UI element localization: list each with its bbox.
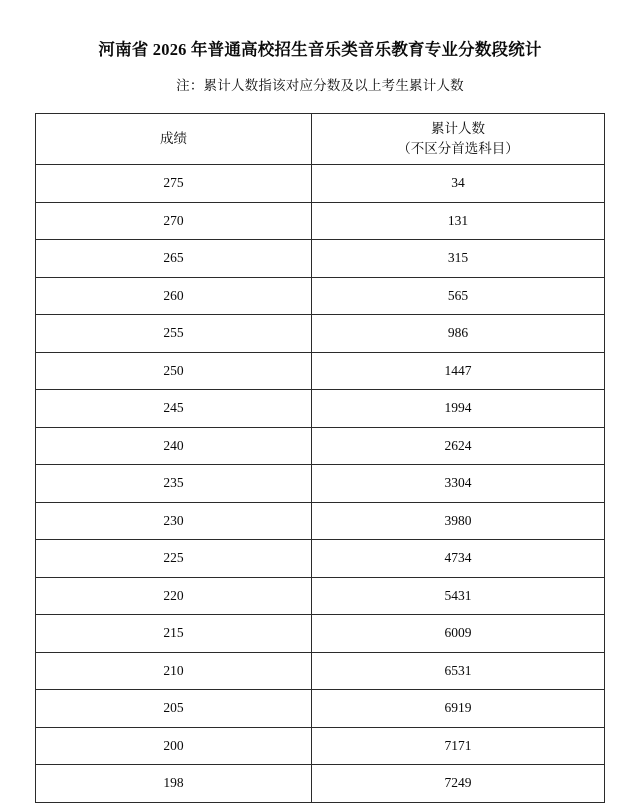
cell-score: 198: [36, 765, 312, 803]
cell-cumulative: 986: [311, 315, 604, 353]
cell-score: 235: [36, 465, 312, 503]
cell-cumulative: 6919: [311, 690, 604, 728]
cell-score: 210: [36, 652, 312, 690]
cell-cumulative: 4734: [311, 540, 604, 578]
table-row: [36, 202, 605, 240]
table-row: [36, 502, 605, 540]
table-row: [36, 690, 605, 728]
table-row: [36, 165, 605, 203]
table-row: [36, 315, 605, 353]
cell-cumulative: 315: [311, 240, 604, 278]
cell-score: 245: [36, 390, 312, 428]
column-header-cumulative-line1: 累计人数: [430, 121, 485, 137]
cell-score: 215: [36, 615, 312, 653]
cell-cumulative: 6531: [311, 652, 604, 690]
table-row: [36, 352, 605, 390]
table-body: [36, 165, 605, 803]
cell-cumulative: 6009: [311, 615, 604, 653]
cell-cumulative: 1994: [311, 390, 604, 428]
cell-cumulative: 7249: [311, 765, 604, 803]
table-row: [36, 465, 605, 503]
cell-score: 225: [36, 540, 312, 578]
column-header-score: 成绩: [36, 114, 312, 165]
cell-score: 250: [36, 352, 312, 390]
cell-cumulative: 5431: [311, 577, 604, 615]
score-table-container: [35, 113, 605, 803]
table-row: [36, 652, 605, 690]
score-distribution-table: [35, 113, 605, 803]
table-row: [36, 615, 605, 653]
column-header-cumulative-line2: （不区分首选科目）: [397, 141, 519, 156]
cell-score: 240: [36, 427, 312, 465]
table-row: [36, 427, 605, 465]
table-row: [36, 727, 605, 765]
cell-score: 220: [36, 577, 312, 615]
page-note: 注：累计人数指该对应分数及以上考生累计人数: [176, 78, 464, 93]
table-row: [36, 390, 605, 428]
cell-score: 230: [36, 502, 312, 540]
cell-cumulative: 3980: [311, 502, 604, 540]
cell-cumulative: 7171: [311, 727, 604, 765]
cell-cumulative: 565: [311, 277, 604, 315]
cell-score: 260: [36, 277, 312, 315]
page-title: 河南省 2026 年普通高校招生音乐类音乐教育专业分数段统计: [98, 40, 542, 59]
cell-score: 265: [36, 240, 312, 278]
cell-score: 200: [36, 727, 312, 765]
cell-score: 205: [36, 690, 312, 728]
cell-cumulative: 2624: [311, 427, 604, 465]
table-row: [36, 240, 605, 278]
cell-score: 255: [36, 315, 312, 353]
cell-cumulative: 3304: [311, 465, 604, 503]
table-header: [36, 114, 605, 165]
table-row: [36, 277, 605, 315]
column-header-cumulative: [311, 114, 604, 165]
cell-cumulative: 131: [311, 202, 604, 240]
table-row: [36, 577, 605, 615]
cell-score: 270: [36, 202, 312, 240]
document-page: [0, 36, 640, 800]
cell-score: 275: [36, 165, 312, 203]
cell-cumulative: 1447: [311, 352, 604, 390]
table-header-row: [36, 114, 605, 165]
table-row: [36, 540, 605, 578]
cell-cumulative: 34: [311, 165, 604, 203]
table-row: [36, 765, 605, 803]
